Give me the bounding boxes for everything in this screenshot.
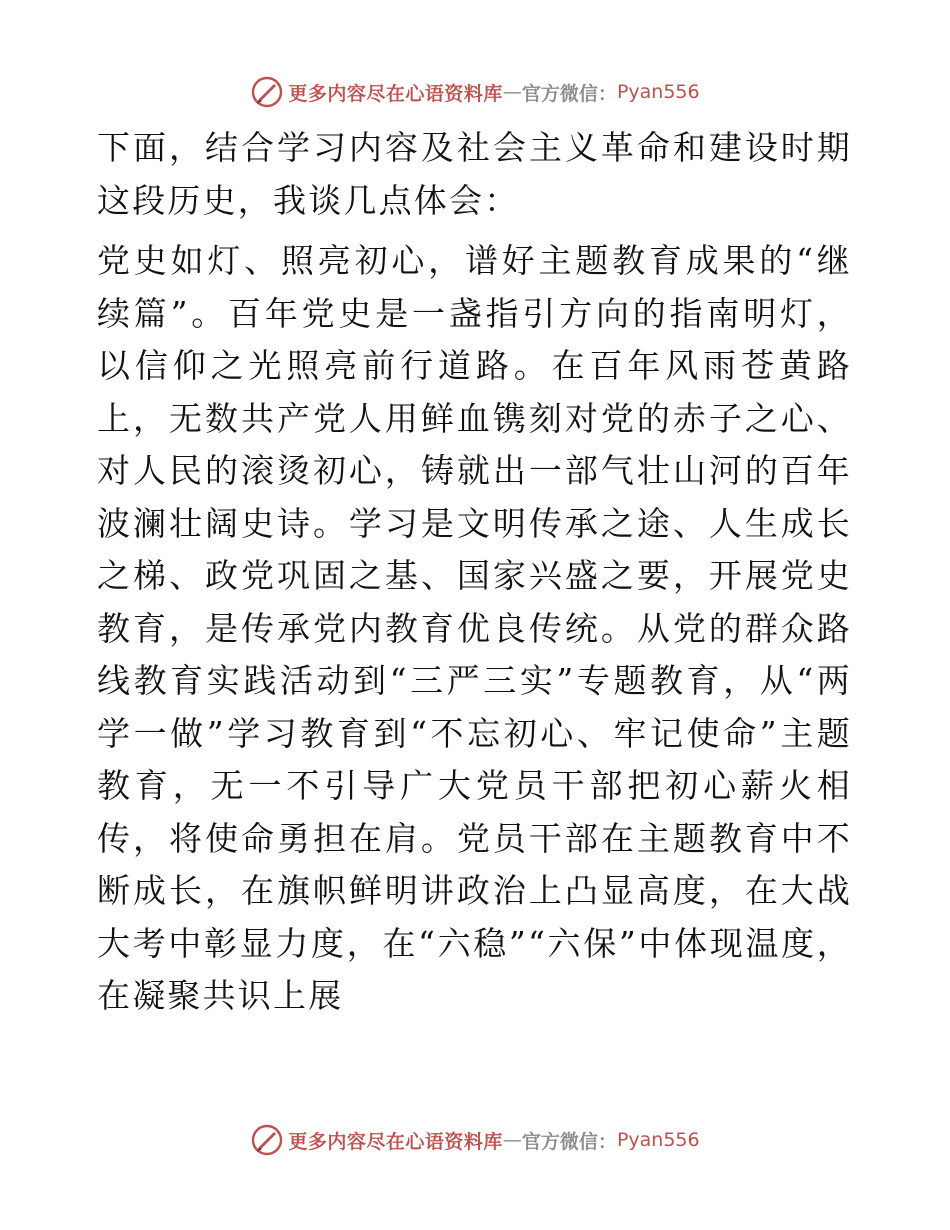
- paragraph-intro: 下面，结合学习内容及社会主义革命和建设时期这段历史，我谈几点体会：: [97, 128, 852, 220]
- banner-separator: —: [502, 81, 522, 103]
- quill-logo-icon: [250, 1123, 284, 1157]
- footer-banner: [0, 1120, 950, 1160]
- banner-wechat-label: 官方微信：: [521, 82, 617, 105]
- banner-separator: —: [502, 1129, 522, 1151]
- banner-wechat-id: Pyan556: [616, 1129, 700, 1151]
- header-banner: [0, 72, 950, 112]
- document-body: [97, 122, 852, 1023]
- banner-site-text: 更多内容尽在心语资料库: [288, 1130, 503, 1153]
- paragraph-main: 党史如灯、照亮初心，谱好主题教育成果的“继续篇”。百年党史是一盏指引方向的指南明灯，以信仰之光照亮前行道路。在百年风雨苍黄路上，无数共产党人用鲜血镌刻对党的赤子之心、对人民的滚烫初心，铸就出一部气壮山河的百年波澜壮阔史诗。学习是文明传承之途、人生成长之梯、政党巩固之基、国家兴盛之要，开展党史教育，是传承党内教育优良传统。从党的群众路线教育实践活动到“三严三实”专题教育，从“两学一做”学习教育到“不忘初心、牢记使命”主题教育，无一不引导广大党员干部把初心薪火相传，将使命勇担在肩。党员干部在主题教育中不断成长，在旗帜鲜明讲政治上凸显高度，在大战大考中彰显力度，在“六稳”“六保”中体现温度，在凝聚共识上展: [97, 241, 852, 1015]
- banner-wechat-label: 官方微信：: [521, 1130, 617, 1153]
- quill-logo-icon: [250, 75, 284, 109]
- banner-wechat-id: Pyan556: [616, 81, 700, 103]
- banner-site-text: 更多内容尽在心语资料库: [288, 82, 503, 105]
